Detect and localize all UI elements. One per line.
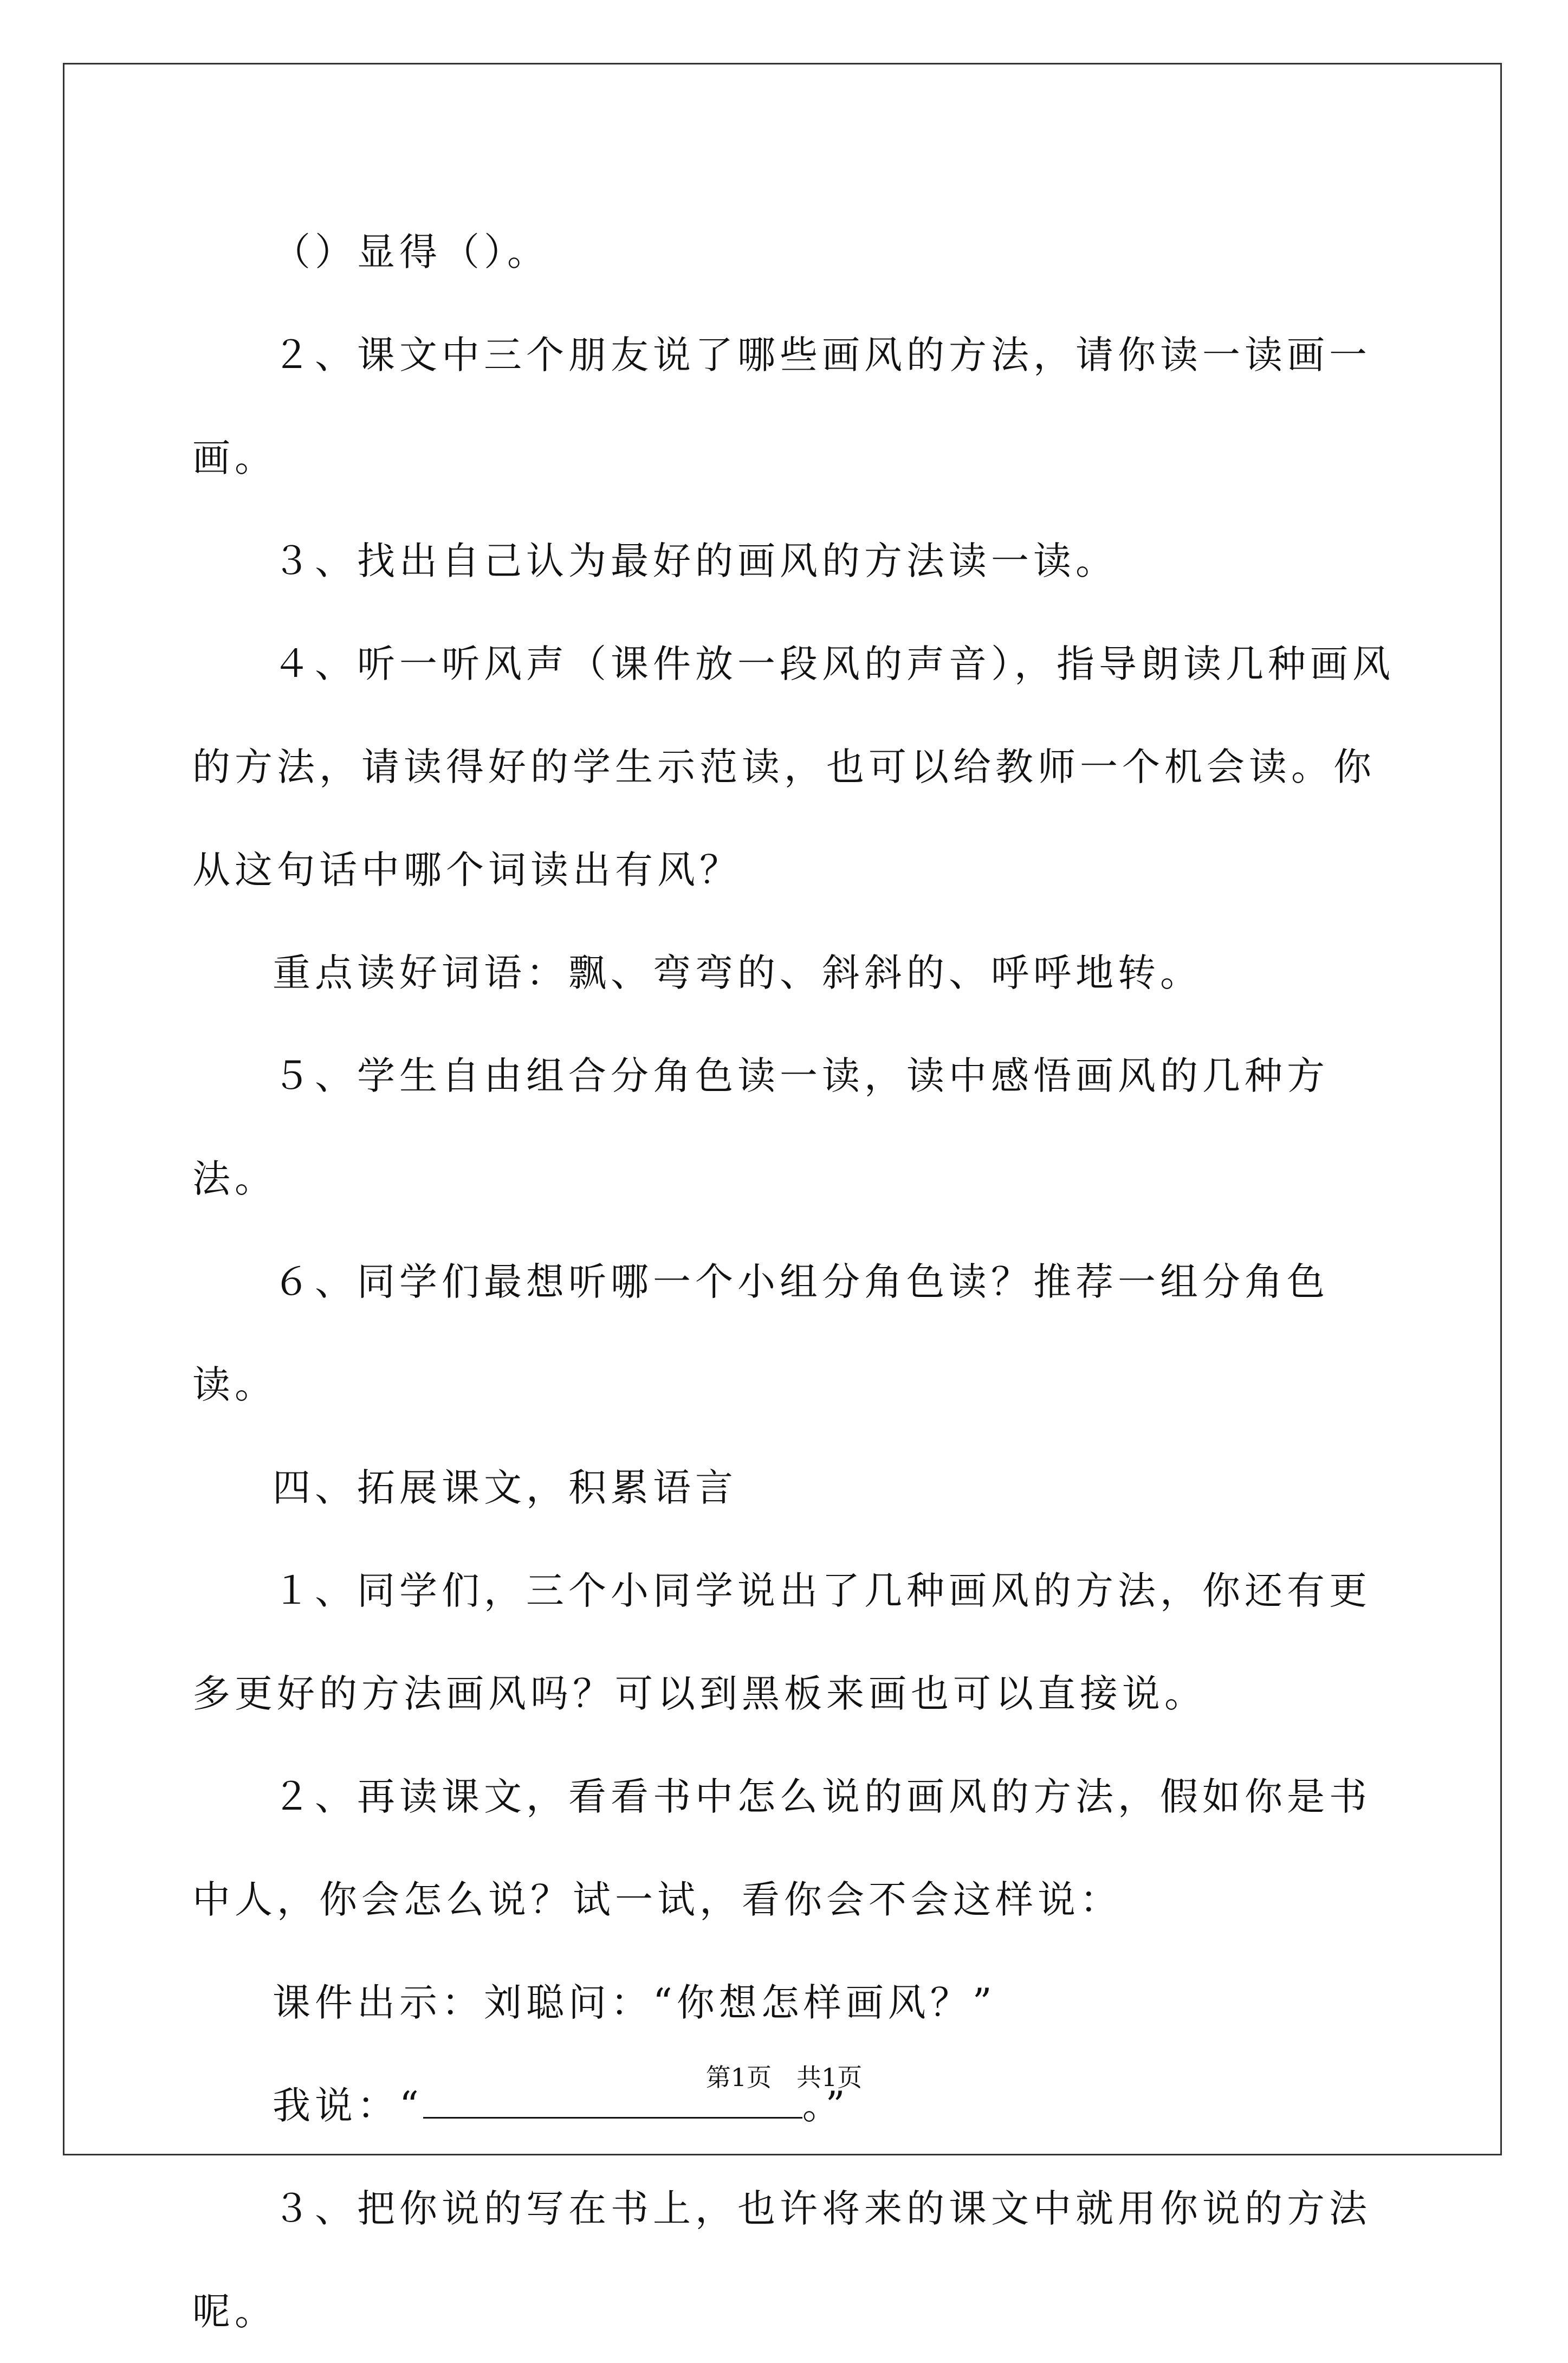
paragraph: ３、找出自己认为最好的画风的方法读一读。: [273, 539, 1118, 583]
page-footer: 第1页 共1页: [705, 2063, 863, 2092]
paragraph: ４、听一听风声（课件放一段风的声音），指导朗读几种画风的方法，请读得好的学生示范读，也可以给教师一个机会读。你从这句话中哪个词读出有风？: [192, 642, 1395, 892]
paragraph: ３、把你说的写在书上，也许将来的课文中就用你说的方法呢。: [192, 2186, 1371, 2334]
paragraph: ２、再读课文，看看书中怎么说的画风的方法，假如你是书中人，你会怎么说？试一试，看你会不会这样说：: [192, 1774, 1371, 1922]
fill-in-suffix: 。”: [802, 2083, 850, 2128]
paragraph: （）显得（）。: [273, 230, 549, 274]
paragraph: 课件出示：刘聪问：“你想怎样画风？”: [273, 1980, 996, 2025]
fill-in-prefix: 我说：“: [273, 2083, 423, 2128]
paragraph: １、同学们，三个小同学说出了几种画风的方法，你还有更多更好的方法画风吗？可以到黑板来画也可以直接说。: [192, 1568, 1371, 1716]
paragraph: ５、学生自由组合分角色读一读，读中感悟画风的几种方法。: [192, 1054, 1329, 1201]
section-heading: 四、拓展课文，积累语言: [273, 1465, 737, 1510]
paragraph: 重点读好词语：飘、弯弯的、斜斜的、呼呼地转。: [273, 951, 1202, 995]
document-body: [192, 201, 1401, 2363]
paragraph: ６、同学们最想听哪一个小组分角色读？推荐一组分角色读。: [192, 1260, 1329, 1407]
paragraph: ２、课文中三个朋友说了哪些画风的方法，请你读一读画一画。: [192, 333, 1371, 480]
